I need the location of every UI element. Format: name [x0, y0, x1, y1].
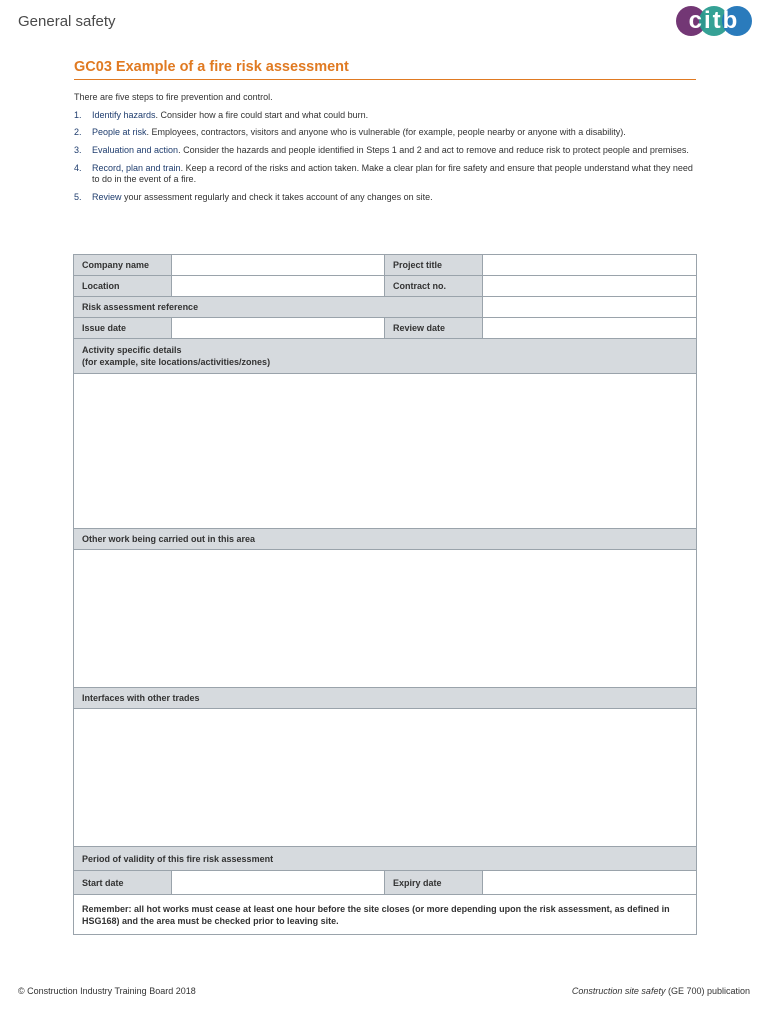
step-number: 4.: [74, 163, 82, 173]
company-name-label: Company name: [74, 255, 172, 276]
validity-period-label: Period of validity of this fire risk assessment: [74, 847, 697, 871]
list-item: [74, 110, 694, 121]
other-work-field[interactable]: [74, 550, 697, 688]
list-item: [74, 145, 694, 156]
publication-suffix: (GE 700) publication: [665, 986, 750, 996]
interfaces-field[interactable]: [74, 709, 697, 847]
step-number: 2.: [74, 127, 82, 137]
project-title-field[interactable]: [483, 255, 697, 276]
logo-text: citb: [688, 7, 740, 34]
step-key: People at risk: [92, 127, 147, 137]
step-text: . Keep a record of the risks and action taken. Make a clear plan for fire safety and ensure that people understand what they need to do in the event of a fire.: [92, 163, 693, 184]
start-date-field[interactable]: [172, 871, 385, 895]
location-label: Location: [74, 276, 172, 297]
page-title: GC03 Example of a fire risk assessment: [74, 59, 696, 80]
list-item: [74, 163, 694, 185]
activity-details-sublabel: (for example, site locations/activities/zones): [82, 357, 271, 367]
review-date-label: Review date: [385, 318, 483, 339]
issue-date-field[interactable]: [172, 318, 385, 339]
publication-credit: [572, 986, 750, 996]
review-date-field[interactable]: [483, 318, 697, 339]
list-item: [74, 192, 694, 203]
step-key: Record, plan and train: [92, 163, 181, 173]
activity-details-label: Activity specific details: [82, 345, 182, 355]
step-number: 5.: [74, 192, 82, 202]
citb-logo: [676, 6, 752, 38]
step-text: . Employees, contractors, visitors and anyone who is vulnerable (for example, people nearby or anyone with a disability).: [146, 127, 626, 137]
publication-title: Construction site safety: [571, 986, 666, 996]
issue-date-label: Issue date: [74, 318, 172, 339]
step-number: 3.: [74, 145, 82, 155]
step-text: . Consider the hazards and people identified in Steps 1 and 2 and act to remove and reduce risk to protect people and premises.: [178, 145, 689, 155]
intro-text: There are five steps to fire prevention and control.: [74, 92, 273, 102]
step-key: Review: [92, 192, 122, 202]
start-date-label: Start date: [74, 871, 172, 895]
contract-no-field[interactable]: [483, 276, 697, 297]
step-text: your assessment regularly and check it takes account of any changes on site.: [121, 192, 433, 202]
steps-list: [74, 110, 694, 210]
remember-note: Remember: all hot works must cease at least one hour before the site closes (or more depending upon the risk assessment, as defined in HSG168) and the area must be checked prior to leaving site.: [74, 895, 697, 935]
activity-details-field[interactable]: [74, 374, 697, 529]
activity-details-header: [74, 339, 697, 374]
location-field[interactable]: [172, 276, 385, 297]
section-title: General safety: [18, 13, 116, 30]
interfaces-label: Interfaces with other trades: [74, 688, 697, 709]
copyright-text: © Construction Industry Training Board 2018: [18, 986, 196, 996]
step-text: . Consider how a fire could start and what could burn.: [155, 110, 369, 120]
contract-no-label: Contract no.: [385, 276, 483, 297]
expiry-date-field[interactable]: [483, 871, 697, 895]
other-work-label: Other work being carried out in this area: [74, 529, 697, 550]
expiry-date-label: Expiry date: [385, 871, 483, 895]
list-item: [74, 127, 694, 138]
company-name-field[interactable]: [172, 255, 385, 276]
step-key: Identify hazards: [92, 110, 156, 120]
step-key: Evaluation and action: [92, 145, 179, 155]
risk-reference-label: Risk assessment reference: [74, 297, 483, 318]
risk-reference-field[interactable]: [483, 297, 697, 318]
project-title-label: Project title: [385, 255, 483, 276]
step-number: 1.: [74, 110, 82, 120]
fire-risk-assessment-form: [73, 254, 697, 935]
